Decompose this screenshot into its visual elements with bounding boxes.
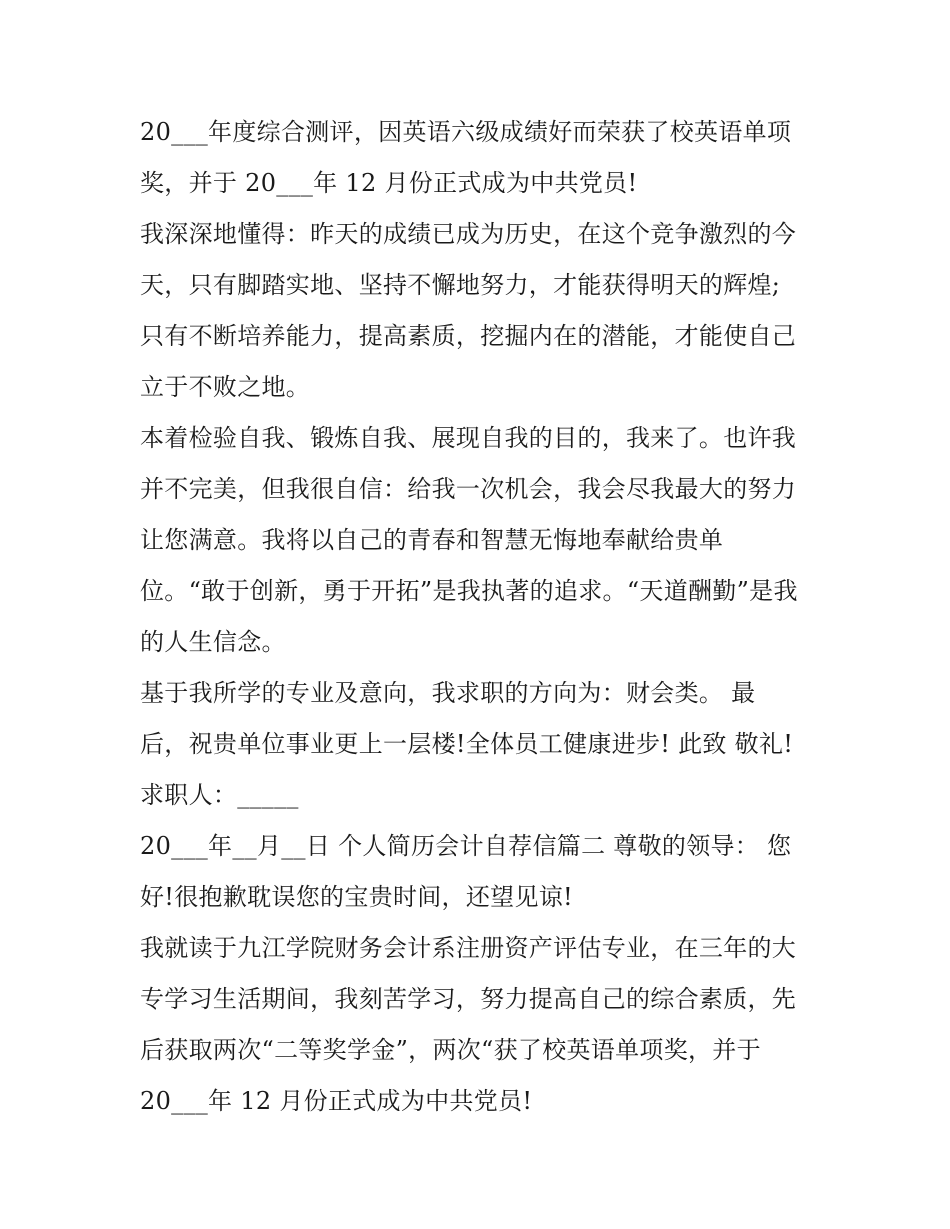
text-line: 天，只有脚踏实地、坚持不懈地努力，才能获得明天的辉煌; [140, 271, 781, 299]
text-line: 20___年度综合测评，因英语六级成绩好而荣获了校英语单项 [140, 118, 792, 146]
text-line: 只有不断培养能力，提高素质，挖掘内在的潜能，才能使自己 [140, 322, 797, 350]
text-line: 好!很抱歉耽误您的宝贵时间，还望见谅! [140, 883, 573, 911]
text-line: 20___年 12 月份正式成为中共党员! [140, 1087, 533, 1115]
text-line: 求职人：_____ [140, 781, 299, 809]
text-line: 奖，并于 20___年 12 月份正式成为中共党员! [140, 169, 638, 197]
text-line: 本着检验自我、锻炼自我、展现自我的目的，我来了。也许我 [140, 424, 797, 452]
body-text [140, 107, 820, 1127]
text-line: 我就读于九江学院财务会计系注册资产评估专业，在三年的大 [140, 934, 797, 962]
text-line: 让您满意。我将以自己的青春和智慧无悔地奉献给贵单 [140, 526, 724, 554]
text-line: 并不完美，但我很自信：给我一次机会，我会尽我最大的努力 [140, 475, 797, 503]
text-line: 位。“敢于创新，勇于开拓”是我执著的追求。“天道酬勤”是我 [140, 577, 798, 605]
text-line: 后获取两次“二等奖学金”，两次“获了校英语单项奖，并于 [140, 1036, 761, 1064]
text-line: 专学习生活期间，我刻苦学习，努力提高自己的综合素质，先 [140, 985, 797, 1013]
text-line: 立于不败之地。 [140, 373, 311, 401]
text-line: 我深深地懂得：昨天的成绩已成为历史，在这个竞争激烈的今 [140, 220, 797, 248]
text-line: 后，祝贵单位事业更上一层楼!全体员工健康进步! 此致 敬礼! [140, 730, 794, 758]
text-line: 20___年__月__日 个人简历会计自荐信篇二 尊敬的领导： 您 [140, 832, 792, 860]
text-line: 的人生信念。 [140, 628, 286, 656]
text-line: 基于我所学的专业及意向，我求职的方向为：财会类。 最 [140, 679, 756, 707]
